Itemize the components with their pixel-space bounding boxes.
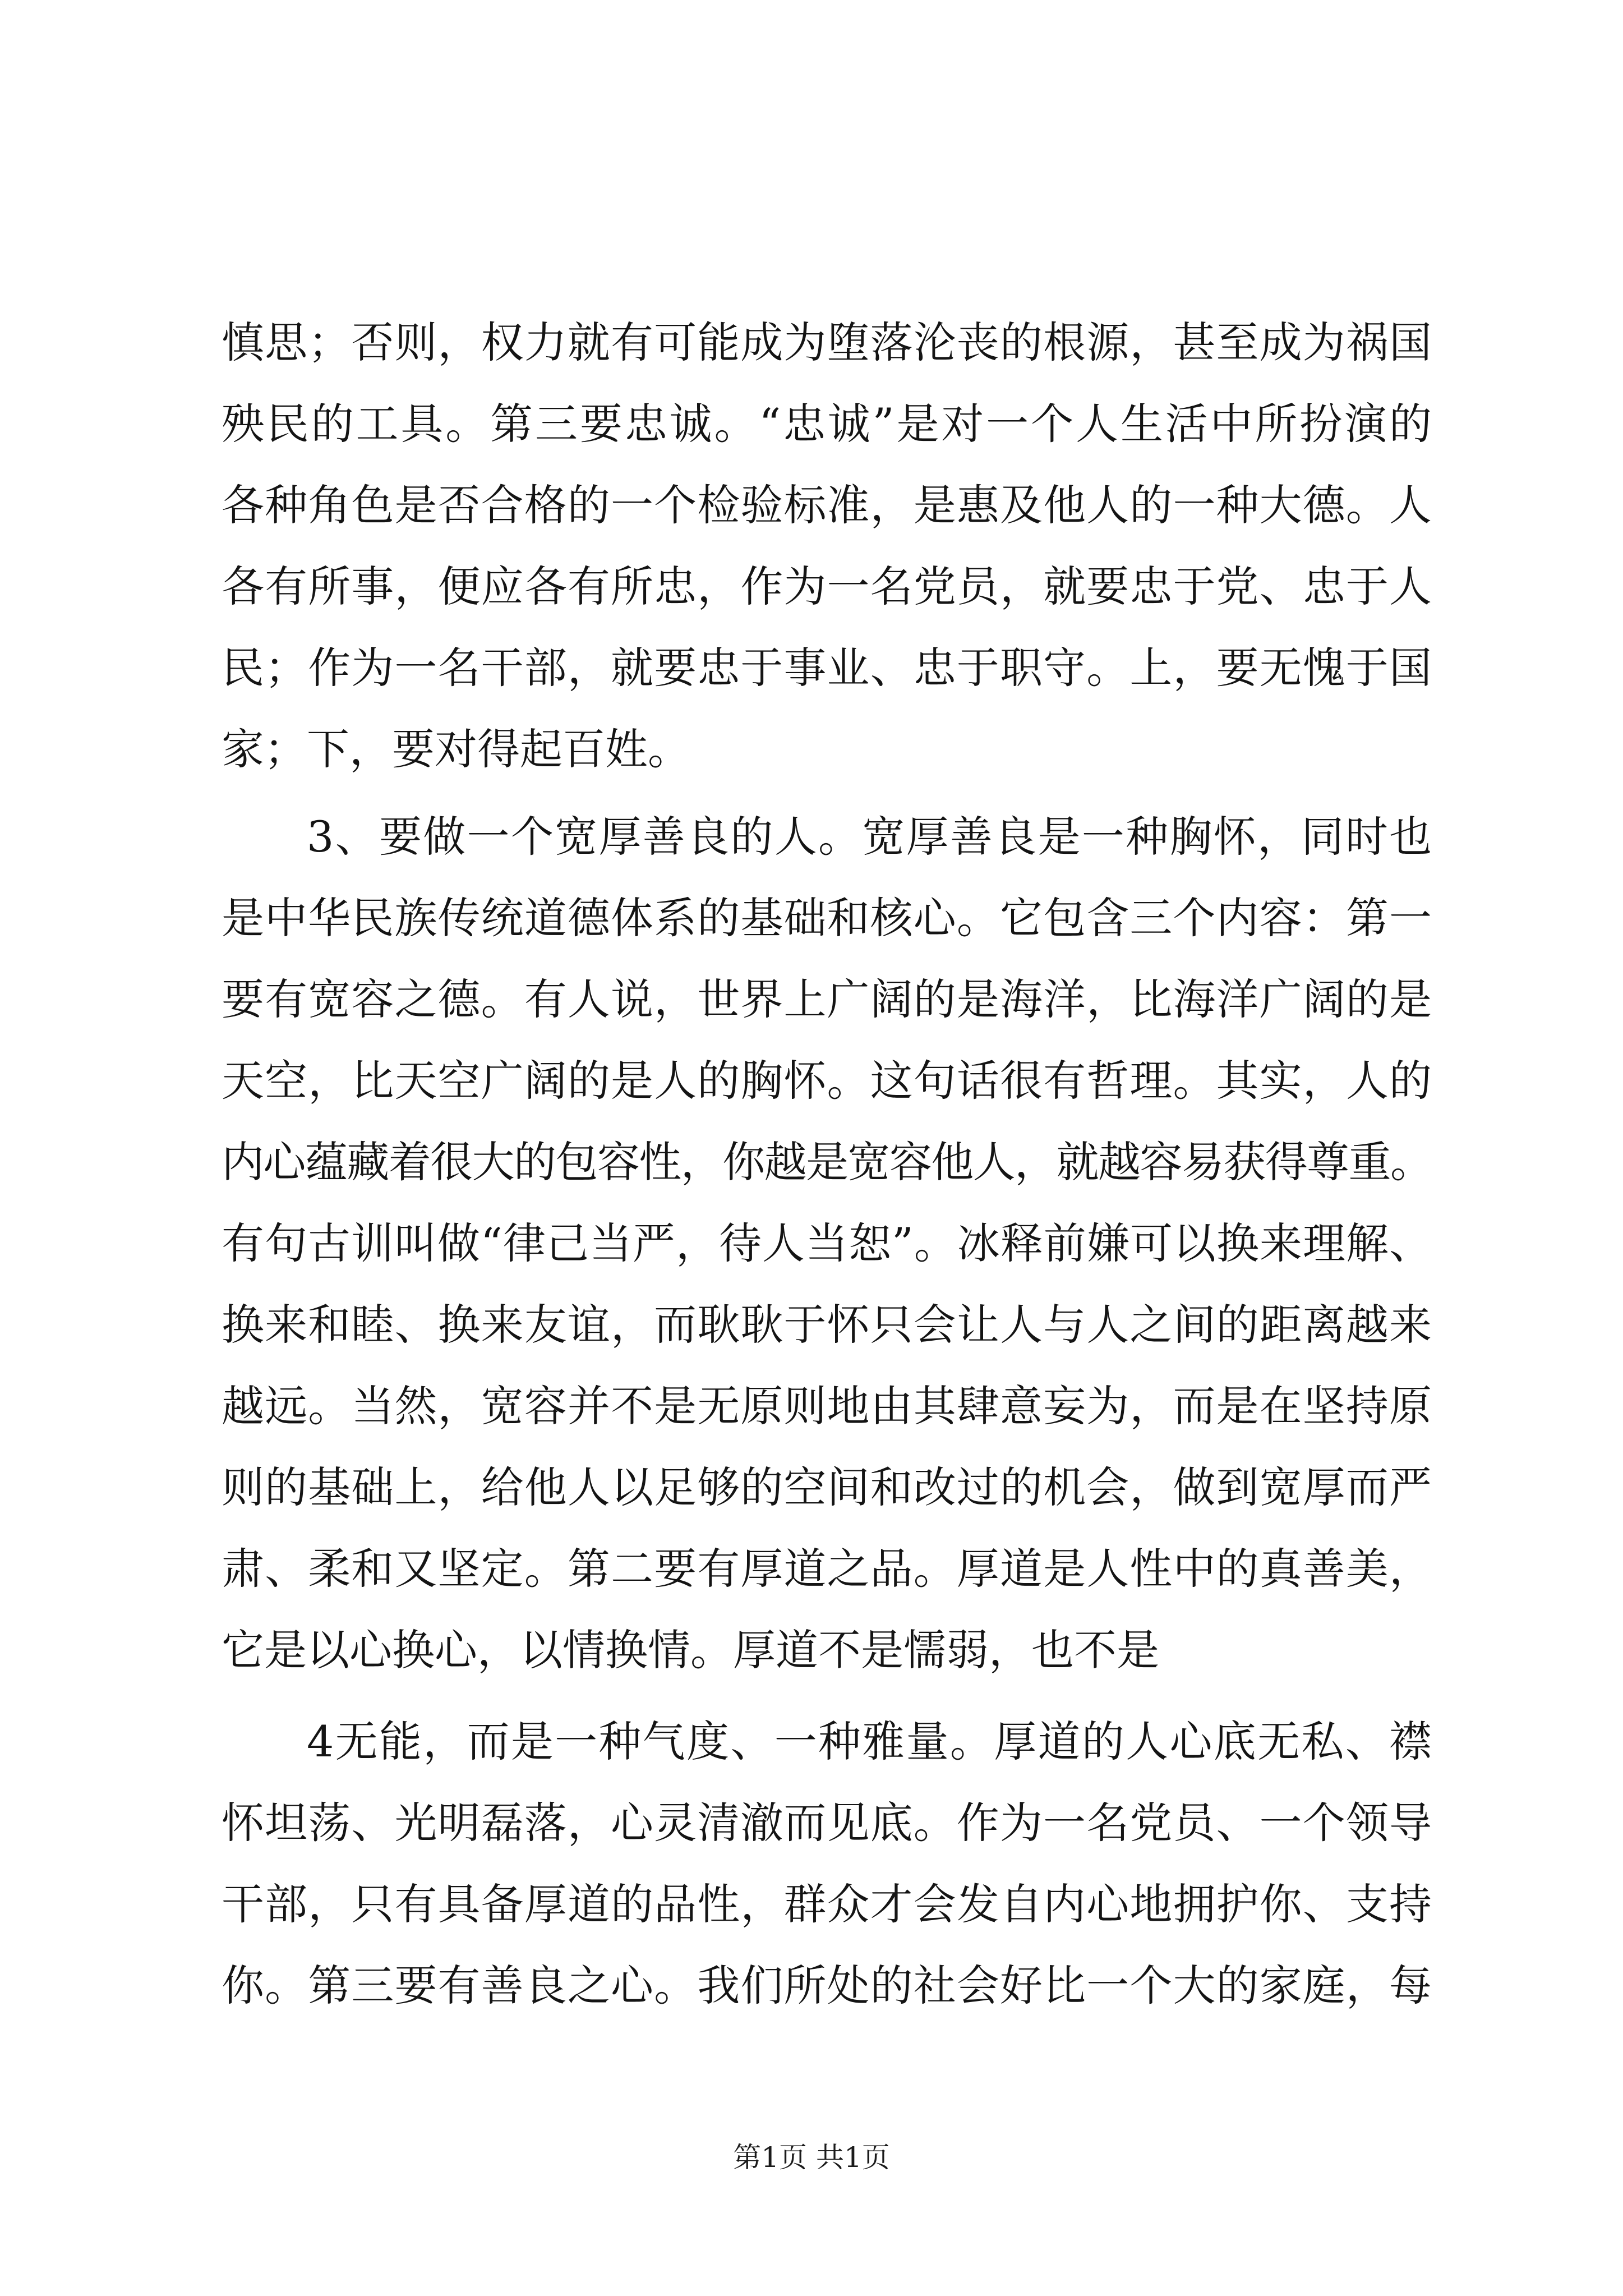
- paragraph: [222, 302, 1432, 790]
- text-line: 民；作为一名干部，就要忠于事业、忠于职守。上，要无愧于国: [222, 643, 1432, 693]
- page-number: 第1页 共1页: [733, 2141, 890, 2174]
- text-line: 4无能，而是一种气度、一种雅量。厚道的人心底无私、襟: [307, 1717, 1432, 1766]
- text-line: 3、要做一个宽厚善良的人。宽厚善良是一种胸怀，同时也: [307, 812, 1432, 862]
- text-line: 要有宽容之德。有人说，世界上广阔的是海洋，比海洋广阔的是: [222, 974, 1432, 1024]
- text-line: 是中华民族传统道德体系的基础和核心。它包含三个内容：第一: [222, 893, 1432, 943]
- text-line: 慎思；否则，权力就有可能成为堕落沦丧的根源，甚至成为祸国: [222, 318, 1432, 367]
- text-line: 它是以心换心，以情换情。厚道不是懦弱，也不是: [222, 1625, 1159, 1675]
- text-line: 越远。当然，宽容并不是无原则地由其肆意妄为，而是在坚持原: [222, 1381, 1432, 1431]
- paragraph: [222, 1701, 1432, 2026]
- text-line: 有句古训叫做“律己当严，待人当恕”。冰释前嫌可以换来理解、: [222, 1218, 1432, 1268]
- text-line: 殃民的工具。第三要忠诚。“忠诚”是对一个人生活中所扮演的: [222, 399, 1432, 449]
- text-line: 天空，比天空广阔的是人的胸怀。这句话很有哲理。其实，人的: [222, 1056, 1432, 1106]
- text-line: 换来和睦、换来友谊，而耿耿于怀只会让人与人之间的距离越来: [222, 1300, 1432, 1350]
- text-line: 各有所事，便应各有所忠，作为一名党员，就要忠于党、忠于人: [222, 562, 1432, 611]
- paragraph: [222, 796, 1432, 1691]
- text-line: 家；下，要对得起百姓。: [222, 724, 690, 774]
- text-line: 干部，只有具备厚道的品性，群众才会发自内心地拥护你、支持: [222, 1879, 1432, 1929]
- page-footer: [0, 2140, 1623, 2175]
- text-line: 怀坦荡、光明磊落，心灵清澈而见底。作为一名党员、一个领导: [222, 1798, 1432, 1848]
- text-line: 肃、柔和又坚定。第二要有厚道之品。厚道是人性中的真善美，: [222, 1544, 1432, 1594]
- text-line: 内心蕴藏着很大的包容性，你越是宽容他人，就越容易获得尊重。: [222, 1137, 1432, 1187]
- text-line: 你。第三要有善良之心。我们所处的社会好比一个大的家庭，每: [222, 1961, 1432, 2010]
- text-line: 则的基础上，给他人以足够的空间和改过的机会，做到宽厚而严: [222, 1462, 1432, 1512]
- text-line: 各种角色是否合格的一个检验标准，是惠及他人的一种大德。人: [222, 480, 1432, 530]
